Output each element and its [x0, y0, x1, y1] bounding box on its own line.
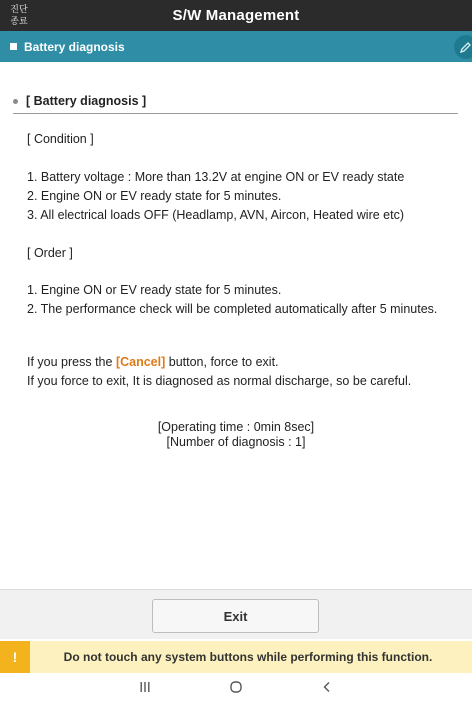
recent-apps-button[interactable] [133, 677, 157, 697]
force-exit-note: If you force to exit, It is diagnosed as normal discharge, so be careful. [27, 374, 412, 388]
navigation-bar [0, 673, 472, 701]
title-bar [0, 0, 472, 31]
order-item-1: 1. Engine ON or EV ready state for 5 minutes. [27, 283, 282, 297]
heading-row [13, 92, 458, 114]
exit-button[interactable]: Exit [152, 599, 319, 633]
number-of-diagnosis: [Number of diagnosis : 1] [166, 435, 306, 449]
condition-item-1: 1. Battery voltage : More than 13.2V at engine ON or EV ready state [27, 170, 405, 184]
exit-diagnosis-label-line1: 진단 [10, 4, 28, 14]
operating-time: [Operating time : 0min 8sec] [157, 420, 315, 434]
cancel-highlight: [Cancel] [115, 355, 166, 369]
warning-text: Do not touch any system buttons while performing this function. [63, 650, 433, 664]
content-heading: [ Battery diagnosis ] [26, 93, 147, 108]
warning-icon: ! [0, 641, 30, 673]
home-icon [229, 680, 243, 694]
circle-bullet-icon [13, 99, 18, 104]
section-bar [0, 31, 472, 62]
pencil-icon [460, 41, 472, 53]
content-area [0, 62, 472, 589]
cancel-note-suffix: button, force to exit. [165, 355, 279, 369]
cancel-note-prefix: If you press the [27, 355, 116, 369]
footer-bar [0, 589, 472, 639]
page-title: S/W Management [172, 7, 300, 24]
exit-diagnosis-button[interactable] [6, 3, 32, 27]
order-title: [ Order ] [27, 246, 73, 260]
edit-button[interactable] [454, 35, 472, 59]
section-title: Battery diagnosis [24, 39, 125, 54]
condition-item-3: 3. All electrical loads OFF (Headlamp, AVN, Aircon, Heated wire etc) [27, 208, 405, 222]
back-button[interactable] [315, 677, 339, 697]
warning-bar [0, 641, 472, 673]
recent-apps-icon [139, 681, 151, 693]
cancel-note [27, 354, 279, 370]
condition-title: [ Condition ] [27, 132, 94, 146]
exit-diagnosis-label-line2: 종료 [10, 16, 28, 26]
order-item-2: 2. The performance check will be completed automatically after 5 minutes. [27, 302, 438, 316]
condition-item-2: 2. Engine ON or EV ready state for 5 minutes. [27, 189, 282, 203]
square-bullet-icon [10, 43, 17, 50]
home-button[interactable] [224, 677, 248, 697]
back-icon [321, 681, 333, 693]
